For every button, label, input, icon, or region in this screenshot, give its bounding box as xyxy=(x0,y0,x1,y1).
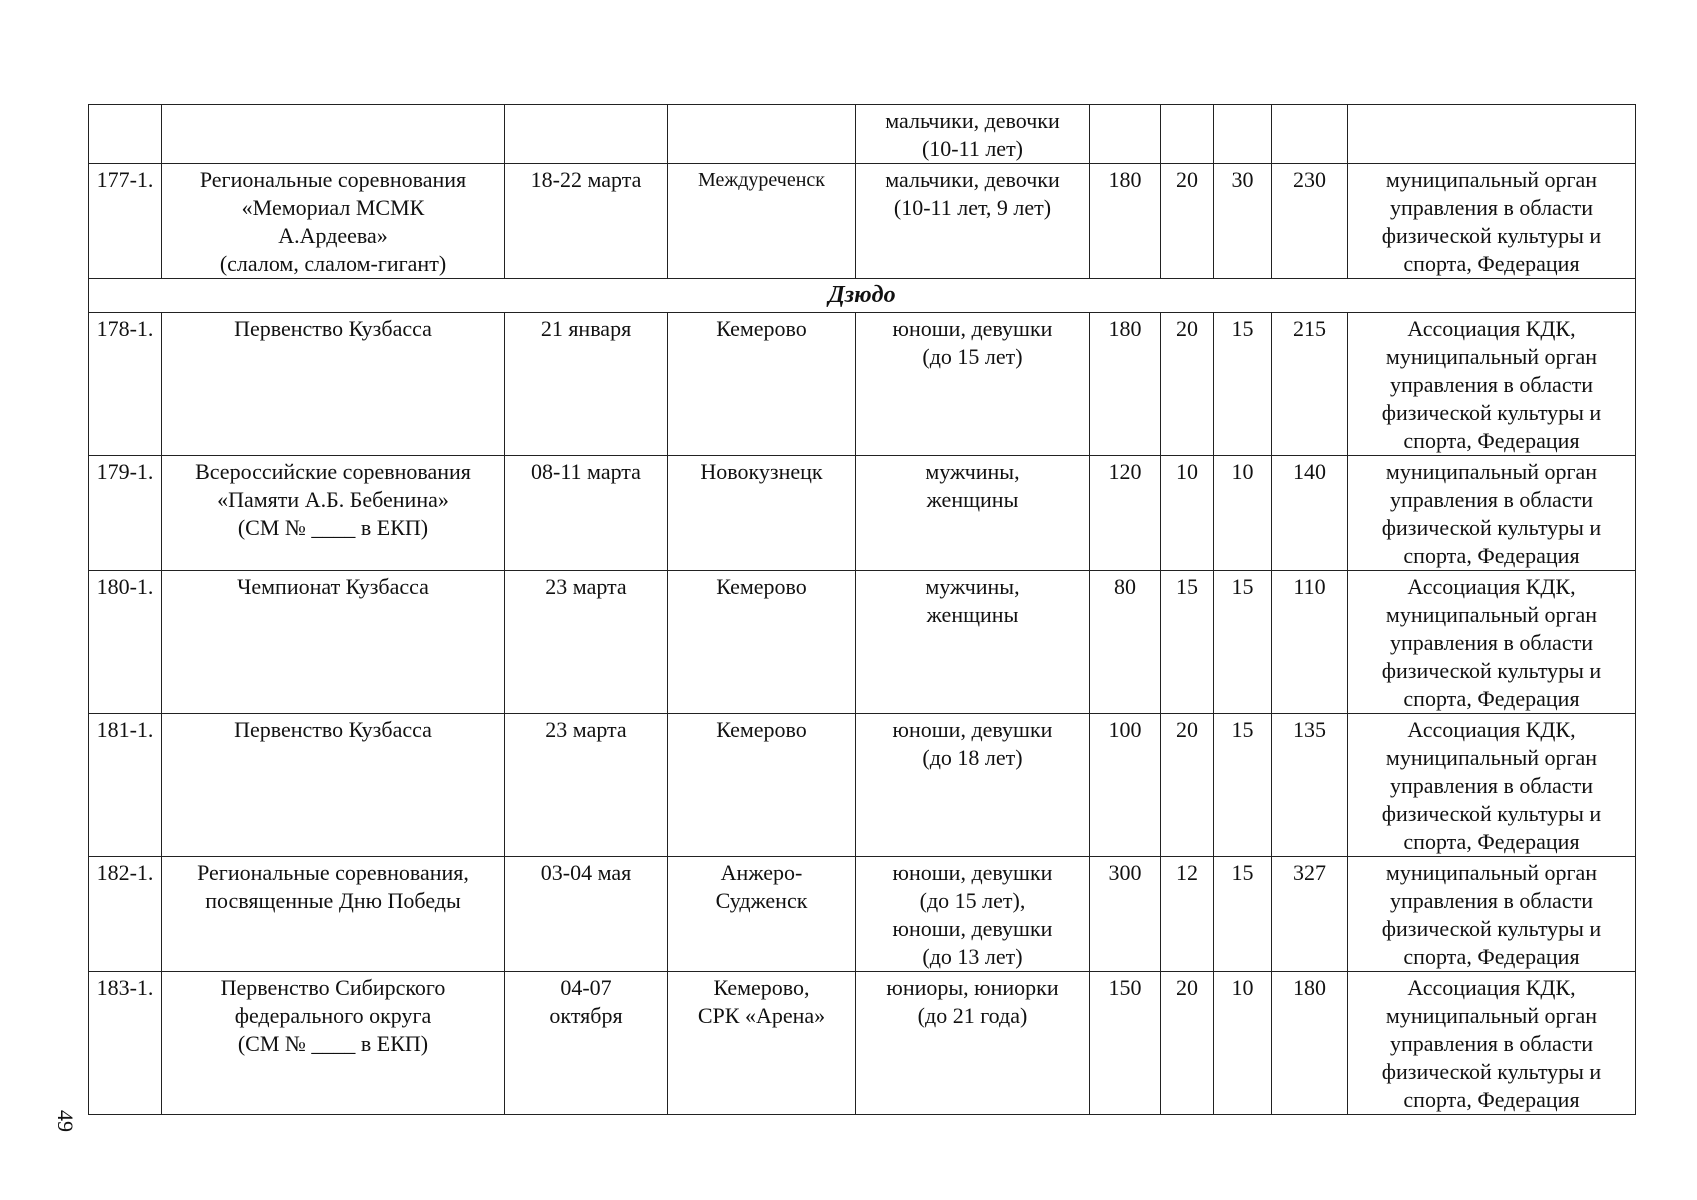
cell-dates xyxy=(505,105,668,164)
organizer-line: физической культуры и xyxy=(1381,223,1602,248)
organizer-line: муниципальный орган xyxy=(1385,602,1598,627)
participants-line: (до 21 года) xyxy=(917,1003,1028,1028)
cell-place xyxy=(668,972,856,1115)
participants-line: мальчики, девочки xyxy=(885,167,1060,192)
organizer-line: физической культуры и xyxy=(1381,400,1602,425)
name-line: А.Ардеева» xyxy=(278,223,388,248)
cell-count-1: 100 xyxy=(1090,714,1161,857)
cell-number: 182-1. xyxy=(89,857,162,972)
cell-organizer xyxy=(1348,313,1636,456)
table-row xyxy=(89,571,1636,714)
cell-number: 177-1. xyxy=(89,164,162,279)
organizer-line: спорта, Федерация xyxy=(1403,829,1580,854)
cell-total xyxy=(1272,105,1348,164)
continuation-row xyxy=(89,105,1636,164)
participants-line: женщины xyxy=(926,487,1019,512)
cell-organizer xyxy=(1348,571,1636,714)
organizer-line: физической культуры и xyxy=(1381,916,1602,941)
organizer-line: управления в области xyxy=(1390,630,1593,655)
name-line: «Мемориал МСМК xyxy=(241,195,425,220)
cell-name xyxy=(162,164,505,279)
name-line: Региональные соревнования, xyxy=(197,860,469,885)
organizer-line: спорта, Федерация xyxy=(1403,686,1580,711)
place-line: Анжеро- xyxy=(720,860,803,885)
cell-participants xyxy=(856,714,1090,857)
table-row xyxy=(89,857,1636,972)
participants-line: (10-11 лет) xyxy=(921,136,1024,161)
judo-rows xyxy=(89,313,1636,1115)
cell-participants xyxy=(856,164,1090,279)
name-line: Чемпионат Кузбасса xyxy=(237,574,429,599)
name-line: Первенство Кузбасса xyxy=(234,717,432,742)
cell-count-2: 12 xyxy=(1161,857,1214,972)
cell-place xyxy=(668,714,856,857)
name-line: Всероссийские соревнования xyxy=(195,459,471,484)
cell-organizer xyxy=(1348,972,1636,1115)
cell-place xyxy=(668,857,856,972)
cell-count-3: 15 xyxy=(1214,571,1272,714)
cell-count-2: 10 xyxy=(1161,456,1214,571)
cell-total: 110 xyxy=(1272,571,1348,714)
place-line: Новокузнецк xyxy=(700,459,823,484)
organizer-line: Ассоциация КДК, xyxy=(1407,574,1576,599)
participants-line: юноши, девушки xyxy=(892,316,1053,341)
participants-line: (до 13 лет) xyxy=(922,944,1023,969)
organizer-line: муниципальный орган xyxy=(1385,1003,1598,1028)
cell-count-3: 10 xyxy=(1214,456,1272,571)
participants-line: мальчики, девочки xyxy=(885,108,1060,133)
name-line: «Памяти А.Б. Бебенина» xyxy=(217,487,449,512)
cell-dates xyxy=(505,857,668,972)
table-row xyxy=(89,313,1636,456)
cell-count-2: 15 xyxy=(1161,571,1214,714)
cell-count-3: 15 xyxy=(1214,714,1272,857)
cell-organizer xyxy=(1348,714,1636,857)
cell-participants xyxy=(856,313,1090,456)
cell-count-3: 15 xyxy=(1214,857,1272,972)
cell-participants xyxy=(856,972,1090,1115)
cell-dates xyxy=(505,456,668,571)
organizer-line: управления в области xyxy=(1390,487,1593,512)
organizer-line: спорта, Федерация xyxy=(1403,543,1580,568)
cell-organizer xyxy=(1348,857,1636,972)
name-line: (СМ № ____ в ЕКП) xyxy=(237,515,429,540)
cell-participants xyxy=(856,571,1090,714)
section-row xyxy=(89,279,1636,313)
organizer-line: физической культуры и xyxy=(1381,1059,1602,1084)
table-row xyxy=(89,456,1636,571)
cell-count-1: 120 xyxy=(1090,456,1161,571)
organizer-line: управления в области xyxy=(1390,1031,1593,1056)
cell-total: 180 xyxy=(1272,972,1348,1115)
cell-participants xyxy=(856,857,1090,972)
cell-number: 183-1. xyxy=(89,972,162,1115)
cell-place xyxy=(668,105,856,164)
cell-count-2: 20 xyxy=(1161,714,1214,857)
dates-line: октября xyxy=(549,1003,623,1028)
cell-count-3: 30 xyxy=(1214,164,1272,279)
participants-line: юноши, девушки xyxy=(892,860,1053,885)
dates-line: 21 января xyxy=(540,316,632,341)
cell-number: 181-1. xyxy=(89,714,162,857)
place-line: Кемерово xyxy=(716,717,807,742)
organizer-line: управления в области xyxy=(1390,773,1593,798)
cell-total: 215 xyxy=(1272,313,1348,456)
name-line: федерального округа xyxy=(234,1003,432,1028)
place-line: Кемерово xyxy=(716,574,807,599)
cell-participants xyxy=(856,456,1090,571)
competition-schedule-table xyxy=(88,104,1636,1115)
cell-dates xyxy=(505,972,668,1115)
cell-count-1: 150 xyxy=(1090,972,1161,1115)
table-row-177 xyxy=(89,164,1636,279)
organizer-line: муниципальный орган xyxy=(1385,459,1598,484)
organizer-line: управления в области xyxy=(1390,888,1593,913)
organizer-line: управления в области xyxy=(1390,372,1593,397)
organizer-line: физической культуры и xyxy=(1381,801,1602,826)
cell-count-1 xyxy=(1090,105,1161,164)
cell-number: 178-1. xyxy=(89,313,162,456)
section-title: Дзюдо xyxy=(89,279,1636,313)
participants-line: юноши, девушки xyxy=(892,916,1053,941)
organizer-line: муниципальный орган xyxy=(1385,344,1598,369)
participants-line: (до 15 лет) xyxy=(922,344,1023,369)
cell-dates: 18-22 марта xyxy=(505,164,668,279)
participants-line: (до 18 лет) xyxy=(922,745,1023,770)
cell-count-2: 20 xyxy=(1161,313,1214,456)
cell-dates xyxy=(505,571,668,714)
cell-count-1: 180 xyxy=(1090,313,1161,456)
cell-total: 327 xyxy=(1272,857,1348,972)
cell-participants xyxy=(856,105,1090,164)
cell-organizer xyxy=(1348,164,1636,279)
cell-organizer xyxy=(1348,105,1636,164)
cell-count-1: 80 xyxy=(1090,571,1161,714)
organizer-line: спорта, Федерация xyxy=(1403,1087,1580,1112)
cell-name xyxy=(162,456,505,571)
cell-dates xyxy=(505,313,668,456)
name-line: посвященные Дню Победы xyxy=(205,888,461,913)
cell-name xyxy=(162,857,505,972)
organizer-line: Ассоциация КДК, xyxy=(1407,717,1576,742)
dates-line: 23 марта xyxy=(545,574,627,599)
table-row xyxy=(89,714,1636,857)
page-number: 49 xyxy=(53,1110,78,1132)
participants-line: (до 15 лет), xyxy=(919,888,1026,913)
cell-name xyxy=(162,571,505,714)
dates-line: 08-11 марта xyxy=(531,459,641,484)
cell-count-3 xyxy=(1214,105,1272,164)
cell-name xyxy=(162,972,505,1115)
cell-place xyxy=(668,456,856,571)
participants-line: мужчины, xyxy=(925,574,1020,599)
organizer-line: муниципальный орган xyxy=(1385,167,1598,192)
organizer-line: Ассоциация КДК, xyxy=(1407,316,1576,341)
name-line: (СМ № ____ в ЕКП) xyxy=(237,1031,429,1056)
organizer-line: спорта, Федерация xyxy=(1403,251,1580,276)
place-line: Кемерово, xyxy=(713,975,810,1000)
cell-count-1: 180 xyxy=(1090,164,1161,279)
place-line: СРК «Арена» xyxy=(697,1003,826,1028)
cell-number: 180-1. xyxy=(89,571,162,714)
organizer-line: муниципальный орган xyxy=(1385,745,1598,770)
cell-count-2 xyxy=(1161,105,1214,164)
cell-place xyxy=(668,571,856,714)
cell-name xyxy=(162,105,505,164)
cell-number xyxy=(89,105,162,164)
cell-name xyxy=(162,313,505,456)
cell-name xyxy=(162,714,505,857)
dates-line: 03-04 мая xyxy=(540,860,632,885)
name-line: (слалом, слалом-гигант) xyxy=(219,251,447,276)
dates-line: 04-07 xyxy=(560,975,612,1000)
name-line: Первенство Кузбасса xyxy=(234,316,432,341)
cell-number: 179-1. xyxy=(89,456,162,571)
cell-place xyxy=(668,313,856,456)
cell-count-3: 10 xyxy=(1214,972,1272,1115)
organizer-line: Ассоциация КДК, xyxy=(1407,975,1576,1000)
organizer-line: спорта, Федерация xyxy=(1403,428,1580,453)
cell-count-2: 20 xyxy=(1161,164,1214,279)
participants-line: юниоры, юниорки xyxy=(886,975,1059,1000)
name-line: Первенство Сибирского xyxy=(220,975,446,1000)
cell-organizer xyxy=(1348,456,1636,571)
cell-count-3: 15 xyxy=(1214,313,1272,456)
place-line: Судженск xyxy=(715,888,808,913)
name-line: Региональные соревнования xyxy=(199,167,467,192)
participants-line: (10-11 лет, 9 лет) xyxy=(893,195,1052,220)
participants-line: юноши, девушки xyxy=(892,717,1053,742)
cell-total: 135 xyxy=(1272,714,1348,857)
organizer-line: муниципальный орган xyxy=(1385,860,1598,885)
organizer-line: физической культуры и xyxy=(1381,658,1602,683)
table-row xyxy=(89,972,1636,1115)
cell-count-1: 300 xyxy=(1090,857,1161,972)
cell-count-2: 20 xyxy=(1161,972,1214,1115)
organizer-line: управления в области xyxy=(1390,195,1593,220)
participants-line: мужчины, xyxy=(925,459,1020,484)
cell-total: 230 xyxy=(1272,164,1348,279)
cell-place: Междуреченск xyxy=(668,164,856,279)
dates-line: 23 марта xyxy=(545,717,627,742)
organizer-line: спорта, Федерация xyxy=(1403,944,1580,969)
cell-dates xyxy=(505,714,668,857)
organizer-line: физической культуры и xyxy=(1381,515,1602,540)
place-line: Кемерово xyxy=(716,316,807,341)
participants-line: женщины xyxy=(926,602,1019,627)
cell-total: 140 xyxy=(1272,456,1348,571)
